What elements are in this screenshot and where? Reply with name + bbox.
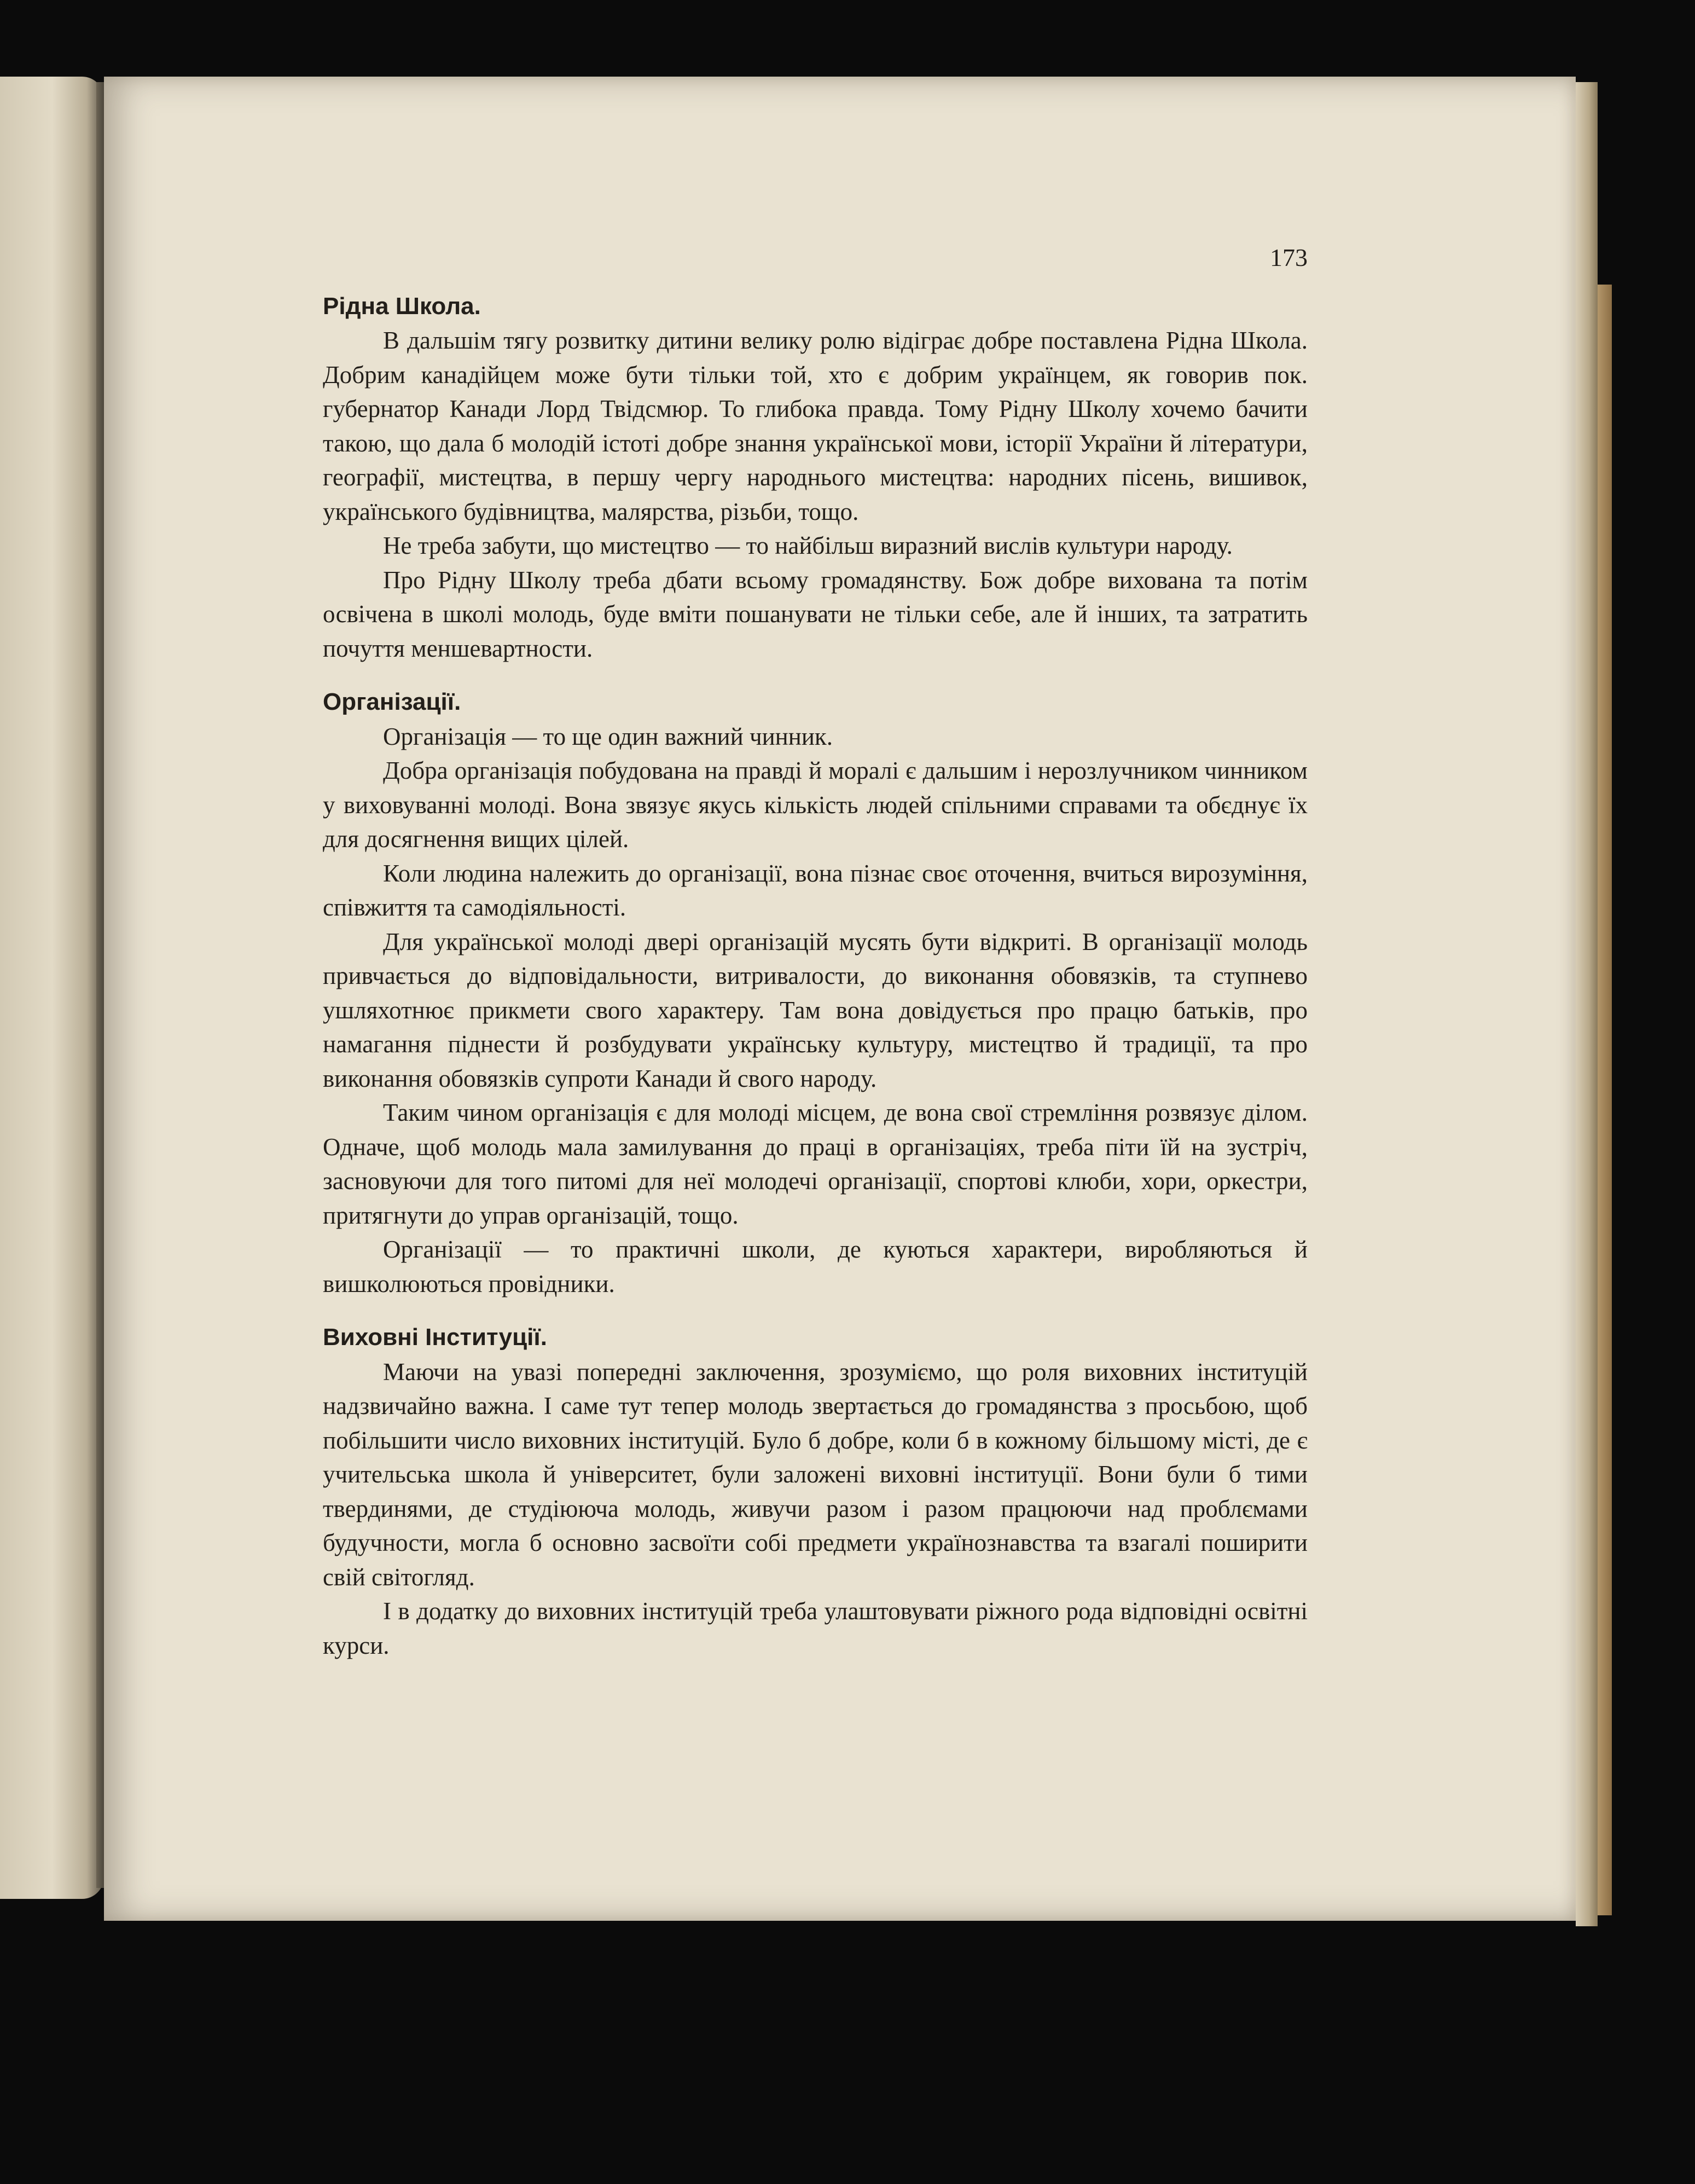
paragraph: Маючи на увазі попередні заключення, зрозуміємо, що роля виховних інституцій надзвичайно важна. І саме тут тепер молодь звертається до громадянства з просьбою, щоб побільшити число виховних інституцій. Було б добре, коли б в кожному більшому місті, де є учительська школа й університет, були заложені виховні інституції. Вони були б тими твердинями, де студіююча молодь, живучи разом і разом працюючи над проблємами будучности, могла б основно засвоїти собі предмети українознавства та взагалі поширити свій світогляд. [323, 1358, 1308, 1591]
paragraph: Організації — то практичні школи, де куються характери, виробляються й вишколюються провідники. [323, 1236, 1308, 1297]
paragraph: Організація — то ще один важний чинник. [383, 722, 833, 750]
section-heading: Організації. [323, 688, 461, 715]
page-text [323, 241, 1308, 1662]
section-vykhovni-instytutsii [323, 1320, 1308, 1662]
paragraph: Коли людина належить до організації, вона пізнає своє оточення, вчиться вирозуміння, співжиття та самодіяльності. [323, 859, 1308, 921]
section-organizatsii [323, 685, 1308, 1301]
paragraph: Добра організація побудована на правді й моралі є дальшим і нерозлучником чинником у виховуванні молоді. Вона звязує якусь кількість людей спільними справами та обєднує їх для досягнення вищих цілей. [323, 757, 1308, 853]
paragraph: Про Рідну Школу треба дбати всьому громадянству. Бож добре вихована та потім освічена в школі молодь, буде вміти пошанувати не тільки себе, але й інших, та затратить почуття меншевартности. [323, 566, 1308, 662]
section-ridna-shkola [323, 289, 1308, 666]
cover-edge [1598, 285, 1612, 1915]
paragraph: Таким чином організація є для молоді місцем, де вона свої стремління розвязує ділом. Одначе, щоб молодь мала замилування до праці в організаціях, треба піти їй на зустріч, засновуючи для того питомі для неї молодечі організації, спортові клюби, хори, оркестри, притягнути до управ організацій, тощо. [323, 1099, 1308, 1229]
section-heading: Виховні Інституції. [323, 1324, 548, 1351]
paragraph: Для української молоді двері організацій мусять бути відкриті. В організації молодь привчається до відповідальности, витривалости, до виконання обовязків, та ступнево ушляхотнює прикмети свого характеру. Там вона довідується про працю батьків, про намагання піднести й розбудувати українську культуру, мистецтво й традиції, та про виконання обовязків супроти Канади й свого народу. [323, 928, 1308, 1092]
section-heading: Рідна Школа. [323, 292, 481, 320]
page-number: 173 [1270, 244, 1308, 271]
page-stack-edge [1576, 82, 1598, 1926]
paragraph: І в додатку до виховних інституцій треба улаштовувати ріжного рода відповідні освітні курси. [323, 1597, 1308, 1659]
left-page-edge [0, 77, 104, 1899]
paragraph: Не треба забути, що мистецтво — то найбільш виразний вислів культури народу. [383, 532, 1233, 559]
paragraph: В дальшім тягу розвитку дитини велику ролю відіграє добре поставлена Рідна Школа. Добрим канадійцем може бути тільки той, хто є добрим українцем, як говорив пок. губернатор Канади Лорд Твідсмюр. То глибока правда. Тому Рідну Школу хочемо бачити такою, що дала б молодій істоті добре знання української мови, історії України й літератури, географії, мистецтва, в першу чергу народнього мистецтва: народних пісень, вишивок, українського будівництва, малярства, різьби, тощо. [323, 327, 1308, 525]
